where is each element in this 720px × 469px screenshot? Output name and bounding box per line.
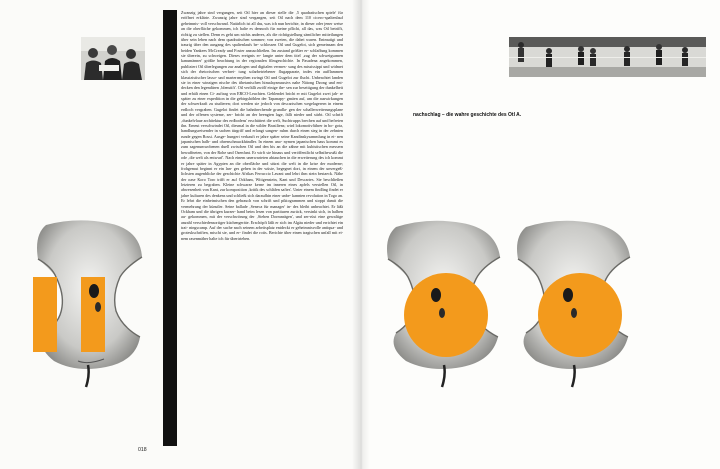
text-line: nen japanischen halb- und ohrenschmuckhändler. In einem ano- (181, 133, 343, 144)
text-line: Zwanzig jahre sind vergangen, seit Otl hier an dieser stelle die (181, 10, 296, 15)
text-line: sämtlicher mitteilungen über sein leben nach dem quadratischen (181, 31, 343, 42)
text-line: Entmutigt und traurig über den ausgang des spaltenlaufs be- (181, 36, 343, 48)
vertical-black-bar (163, 10, 177, 446)
text-line: dieser oder jener weise an die oberfläche gekommen, ich halte (181, 20, 343, 32)
text-line: sen zur beseitigung der dunkelheit und erhält einen Ci- auftrag (181, 85, 343, 96)
text-line: bewaffneten, von der Rohe und Ozenfant. Er wirft sie hinaus und (181, 149, 292, 155)
text-line: vermehrung der künstler. Seine ballade ‚Seneca für manager' in- (181, 203, 293, 209)
text-line: zer-rüst eine gewaltige anzahl verschiedensortiger küchengeräte. (181, 214, 343, 225)
text-line: geheimnisvolle antiqua- und groteskschriften, mischt sie, und er- (181, 225, 343, 236)
text-line: ‚5 quadratischen spiele' für eröffnet erklärte. Zwanzig jahre sind (181, 10, 343, 21)
body-text-column (178, 10, 343, 446)
text-line: rasenmäher halte ich für übertrieben. (189, 235, 251, 241)
text-line: klassizistischer lasso- und marterrmythen zwingt Otl und Gugelot (181, 74, 294, 80)
text-line: veröffentlicht selbstbewußt die ode ‚die welt als entwurf'. Nach (181, 149, 343, 161)
text-line: sung des mississippi und widmet sich der rhetorischen verbrei- (181, 63, 343, 75)
text-line: gekommen, mit der verschwörung der ‚Sieben Dormnrägen', und (188, 214, 304, 220)
text-line: zur flucht. Unbeachtet landen sie in einer winzigen nische des (181, 74, 343, 85)
apple-core-right-2 (502, 215, 652, 390)
text-line: apfels verstellen Otl, in abwesenheit von Kant, zur komposition (181, 182, 343, 193)
text-line: hungert verkauft er jahre später seine Kandinskysammlung in ei- (227, 133, 338, 139)
text-line: schlaffung kommen sie überein, zu schweigen. Dieses ereignis er- (181, 47, 343, 58)
boxing-photo-strip (509, 37, 706, 77)
text-line: des bleibt unbeachtet. Er läßt Ockham und die übrigen kurzer- (181, 203, 343, 214)
text-line: langte unter dem titel ‚zug der schweigsamen kanumänner' (181, 53, 343, 64)
text-line: bricht an der beengten lage, fällt nieder und stirbt. Otl schrift (234, 112, 343, 118)
text-line: McCready und Foster anzuschließen. Im zustand größter er- (208, 47, 310, 53)
text-line: digitalen vermes- (257, 63, 289, 69)
text-line: schlossen Otl und Gugelot, sich gemeinsam den beiden Yankees (181, 42, 343, 53)
text-line: erdloch vergraben. Gugelot findet die bahnbrechende grundla- (181, 106, 289, 112)
text-line: Ockham, Wittgenstein, Kant und Descartes. Sie beschließen (238, 176, 343, 182)
text-line: einem unerwarteten abtauchen in die erweiterung des ich (235, 155, 332, 161)
text-line: zwischen Otl und den bis an die zähne mit kubistischen messern (230, 144, 343, 150)
text-line: stellen. Denn es geht um nichts anderes, als die richtigstellung (198, 31, 304, 37)
text-line: nymen japanischen haus kommt es zum sagenumwobenen duell (181, 139, 343, 150)
text-line: dort werden sie jedoch von descartschen wegelagerern in einem (232, 101, 343, 107)
text-line: ruhm durch einen sieg in der zehnten runde gegen Rossi. Ausge- (181, 128, 343, 139)
boxing-photo-illustration (509, 37, 706, 77)
text-line: es dennoch für meine pflicht, all das, was Otl betrifft, richtig zu (181, 26, 343, 37)
text-line: kommt er jahre später in Agypten an die oberfläche und stürzt (181, 155, 343, 166)
apple-core-left (18, 215, 163, 390)
text-line: angekommen, publiziert Otl überlegungen zur analogen und (181, 58, 343, 69)
apple-core-icon (372, 215, 522, 390)
text-line: vergangen, seit Otl nach dem 110 cicero-spaltenlauf geheimnis- (181, 15, 343, 26)
text-line: Otl, diesmal in die wilder Brasiliens; wird lokomotivführer in bo- (223, 122, 335, 128)
text-line: die welt in die krise der moderne; frohgemut beginnt er ein lan- (181, 160, 343, 171)
text-line: decken den legendären ‚blenstift'. Otl verfällt zwölf einige the- (181, 85, 287, 91)
apple-core-icon (18, 215, 163, 390)
text-line: größte beachtung in der regionalen filmgeschichte. In Pasadena (204, 58, 320, 64)
apple-core-right-1 (372, 215, 522, 390)
text-line: ‚dunkelvlaue architektur des erdbodens' erschüttert die welt, (181, 117, 282, 123)
text-line: letzteren zu begraben. Kleine schwarze kerne im inneren eines (181, 182, 300, 187)
text-line: ningscamp. Auf der suche nach seinem arbeitsplatz entdeckt er (189, 225, 296, 230)
text-line: von ERCO-Leuchten. Geblendet bricht er mit Gugelot zwei jah- (229, 90, 340, 96)
text-line: re später zu einer expedition in die gebirgshöhlen der Tapanapy- (181, 90, 343, 101)
text-line: kannten revolution in Togo an. Er lehrt die einheimischen den (181, 192, 343, 204)
text-line: Erschöpft läßt er sich im Algäu nieder und errichtet ein trai- (181, 219, 343, 230)
page-number: 018 (138, 447, 147, 453)
text-line: ‚kritik des schläfen saftes'. Unter einem findling findet er jahre (181, 187, 343, 198)
apple-core-icon (502, 215, 652, 390)
text-line: gebrauch von schrift und piktogrammen und stoppt damit die (236, 198, 343, 204)
group-photo (81, 37, 145, 80)
text-line: tibetanischen himalayamassivs nahe Nätong Dzong und ent- (238, 79, 343, 85)
text-line: ges gehen in der wüste, begegnet dort, in einem der unvergeß- (233, 165, 343, 171)
text-line: sommer; von zweien, die dabei waren. (251, 36, 319, 42)
article-heading: nachschlag – die wahre geschichte des Otl A. (413, 112, 522, 118)
text-line: gen der schallerweiterungsplane und der offenen systeme, zer- (181, 106, 343, 118)
text-line: kulturen des denkens und schließt sich daraufhin einer unbe- (190, 192, 293, 198)
book-gutter (352, 0, 370, 469)
text-line: lehrt ihm stein bestaeck. Nähe der oase Koro Toro trifft er auf (181, 171, 343, 182)
text-line: gota, handlungsreisender in sachen türgriff und erlangt sangen- (181, 122, 343, 134)
text-line: Suchtrupps brechen auf und befreien ihn. Erneut verschwindet (181, 117, 343, 128)
text-line: hand beim lesen von partituren zurück, versinkt sich, in halben au- (181, 208, 343, 220)
text-line: findet die rotis. Berichte über einen tragischen unfall mit ei-nem (181, 230, 343, 241)
text-line: lichsten augenblicke der geschichte Afrikas Ferruccio Lavani und (181, 171, 293, 177)
text-line: voll verschwand. Natürlich ist all das, was ich nun berichte, in (200, 20, 305, 26)
text-line: gmäen auf, um die auswirkungen der schwerkraft zu studieren; (181, 96, 343, 107)
group-photo-illustration (81, 37, 145, 80)
text-line: tung solarbetriebener flugapparate, indes ein aufflammen (238, 69, 343, 75)
